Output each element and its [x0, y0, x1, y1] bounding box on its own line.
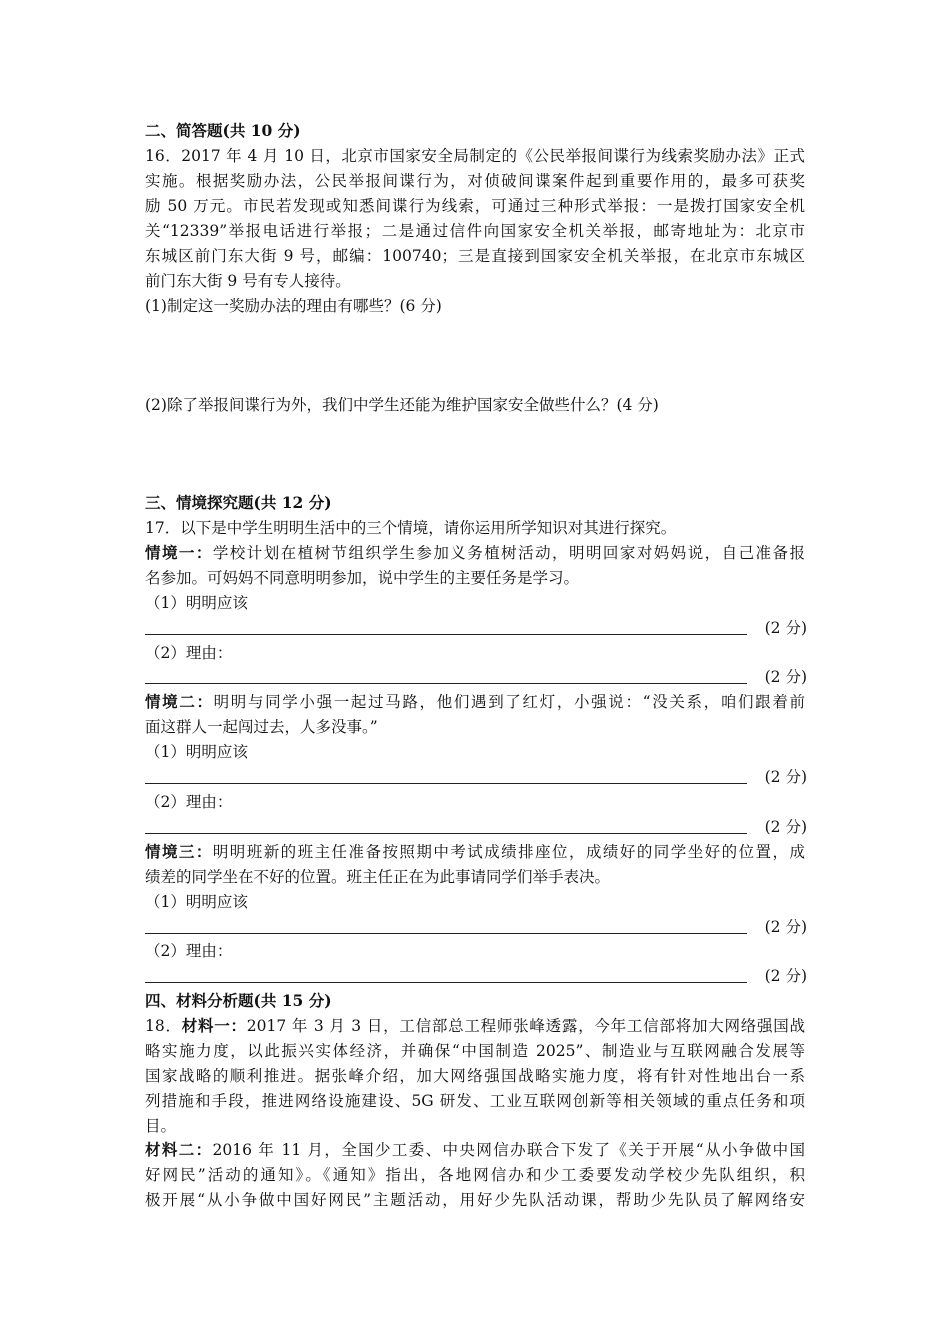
q16-sub-question-2: (2)除了举报间谍行为外，我们中学生还能为维护国家安全做些什么？(4 分): [145, 396, 659, 414]
answer-line[interactable]: [145, 917, 807, 937]
material-2-label: 材料二：: [145, 1140, 213, 1159]
q16-text-line: 关“12339”举报电话进行举报；二是通过信件向国家安全机关举报，邮寄地址为：北京市: [145, 222, 805, 240]
scenario-2-label: 情境二：: [145, 692, 214, 711]
q16-text-line: 励 50 万元。市民若发现或知悉间谍行为线索，可通过三种形式举报：一是拨打国家安全机: [145, 197, 805, 215]
q16-text-line: 东城区前门东大街 9 号，邮编：100740；三是直接到国家安全机关举报，在北京市东城区: [145, 247, 805, 265]
scenario-2-line: 情境二：明明与同学小强一起过马路，他们遇到了红灯，小强说：“没关系，咱们跟着前: [145, 692, 805, 711]
material-2-line: 材料二：2016 年 11 月，全国少工委、中央网信办联合下发了《关于开展“从小争做中国: [145, 1140, 805, 1159]
prompt-should: （1）明明应该: [145, 743, 248, 761]
points-label: (2 分): [764, 967, 807, 985]
section-3-title: 三、情境探究题(共 12 分): [145, 493, 332, 512]
material-2-line: 好网民”活动的通知》。《通知》指出，各地网信办和少工委要发动学校少先队组织，积: [145, 1166, 805, 1184]
answer-line[interactable]: [145, 618, 807, 638]
answer-line[interactable]: [145, 817, 807, 837]
material-1-line: 列措施和手段，推进网络设施建设、5G 研发、工业互联网创新等相关领域的重点任务和项: [145, 1092, 805, 1110]
section-2-title: 二、简答题(共 10 分): [145, 121, 301, 140]
scenario-3-line: 绩差的同学坐在不好的位置。班主任正在为此事请同学们举手表决。: [145, 868, 611, 886]
q16-text-line: 前门东大街 9 号有专人接待。: [145, 272, 351, 290]
prompt-reason: （2）理由：: [145, 644, 233, 662]
scenario-3-label: 情境三：: [145, 842, 213, 861]
material-1-line: 目。: [145, 1117, 177, 1135]
scenario-1-line: 名参加。可妈妈不同意明明参加，说中学生的主要任务是学习。: [145, 569, 580, 587]
prompt-should: （1）明明应该: [145, 594, 248, 612]
prompt-should: （1）明明应该: [145, 893, 248, 911]
prompt-reason: （2）理由：: [145, 942, 233, 960]
material-2-line: 极开展“从小争做中国好网民”主题活动，用好少先队活动课，帮助少先队员了解网络安: [145, 1191, 805, 1209]
points-label: (2 分): [764, 918, 807, 936]
q17-intro: 17．以下是中学生明明生活中的三个情境，请你运用所学知识对其进行探究。: [145, 519, 677, 537]
section-4-title: 四、材料分析题(共 15 分): [145, 991, 332, 1010]
material-1-line: 国家战略的顺利推进。据张峰介绍，加大网络强国战略实施力度，将有针对性地出台一系: [145, 1067, 805, 1085]
points-label: (2 分): [764, 818, 807, 836]
scenario-2-line: 面这群人一起闯过去，人多没事。”: [145, 718, 378, 736]
prompt-reason: （2）理由：: [145, 793, 233, 811]
material-1-line: 18．材料一：2017 年 3 月 3 日，工信部总工程师张峰透露，今年工信部将加大网络强国战: [145, 1016, 805, 1035]
material-1-label: 材料一：: [181, 1016, 247, 1035]
points-label: (2 分): [764, 619, 807, 637]
q16-text-line: 16．2017 年 4 月 10 日，北京市国家安全局制定的《公民举报间谍行为线索奖励办法》正式: [145, 147, 805, 165]
scenario-1-line: 情境一：学校计划在植树节组织学生参加义务植树活动，明明回家对妈妈说，自己准备报: [145, 543, 805, 562]
answer-line[interactable]: [145, 767, 807, 787]
answer-line[interactable]: [145, 667, 807, 687]
answer-line[interactable]: [145, 966, 807, 986]
q16-text-line: 实施。根据奖励办法，公民举报间谍行为，对侦破间谍案件起到重要作用的，最多可获奖: [145, 172, 805, 190]
scenario-3-line: 情境三：明明班新的班主任准备按照期中考试成绩排座位，成绩好的同学坐好的位置，成: [145, 842, 805, 861]
material-1-line: 略实施力度，以此振兴实体经济，并确保“中国制造 2025”、制造业与互联网融合发展等: [145, 1042, 805, 1060]
points-label: (2 分): [764, 768, 807, 786]
q16-sub-question-1: (1)制定这一奖励办法的理由有哪些？(6 分): [145, 297, 442, 315]
points-label: (2 分): [764, 668, 807, 686]
scenario-1-label: 情境一：: [145, 543, 213, 562]
